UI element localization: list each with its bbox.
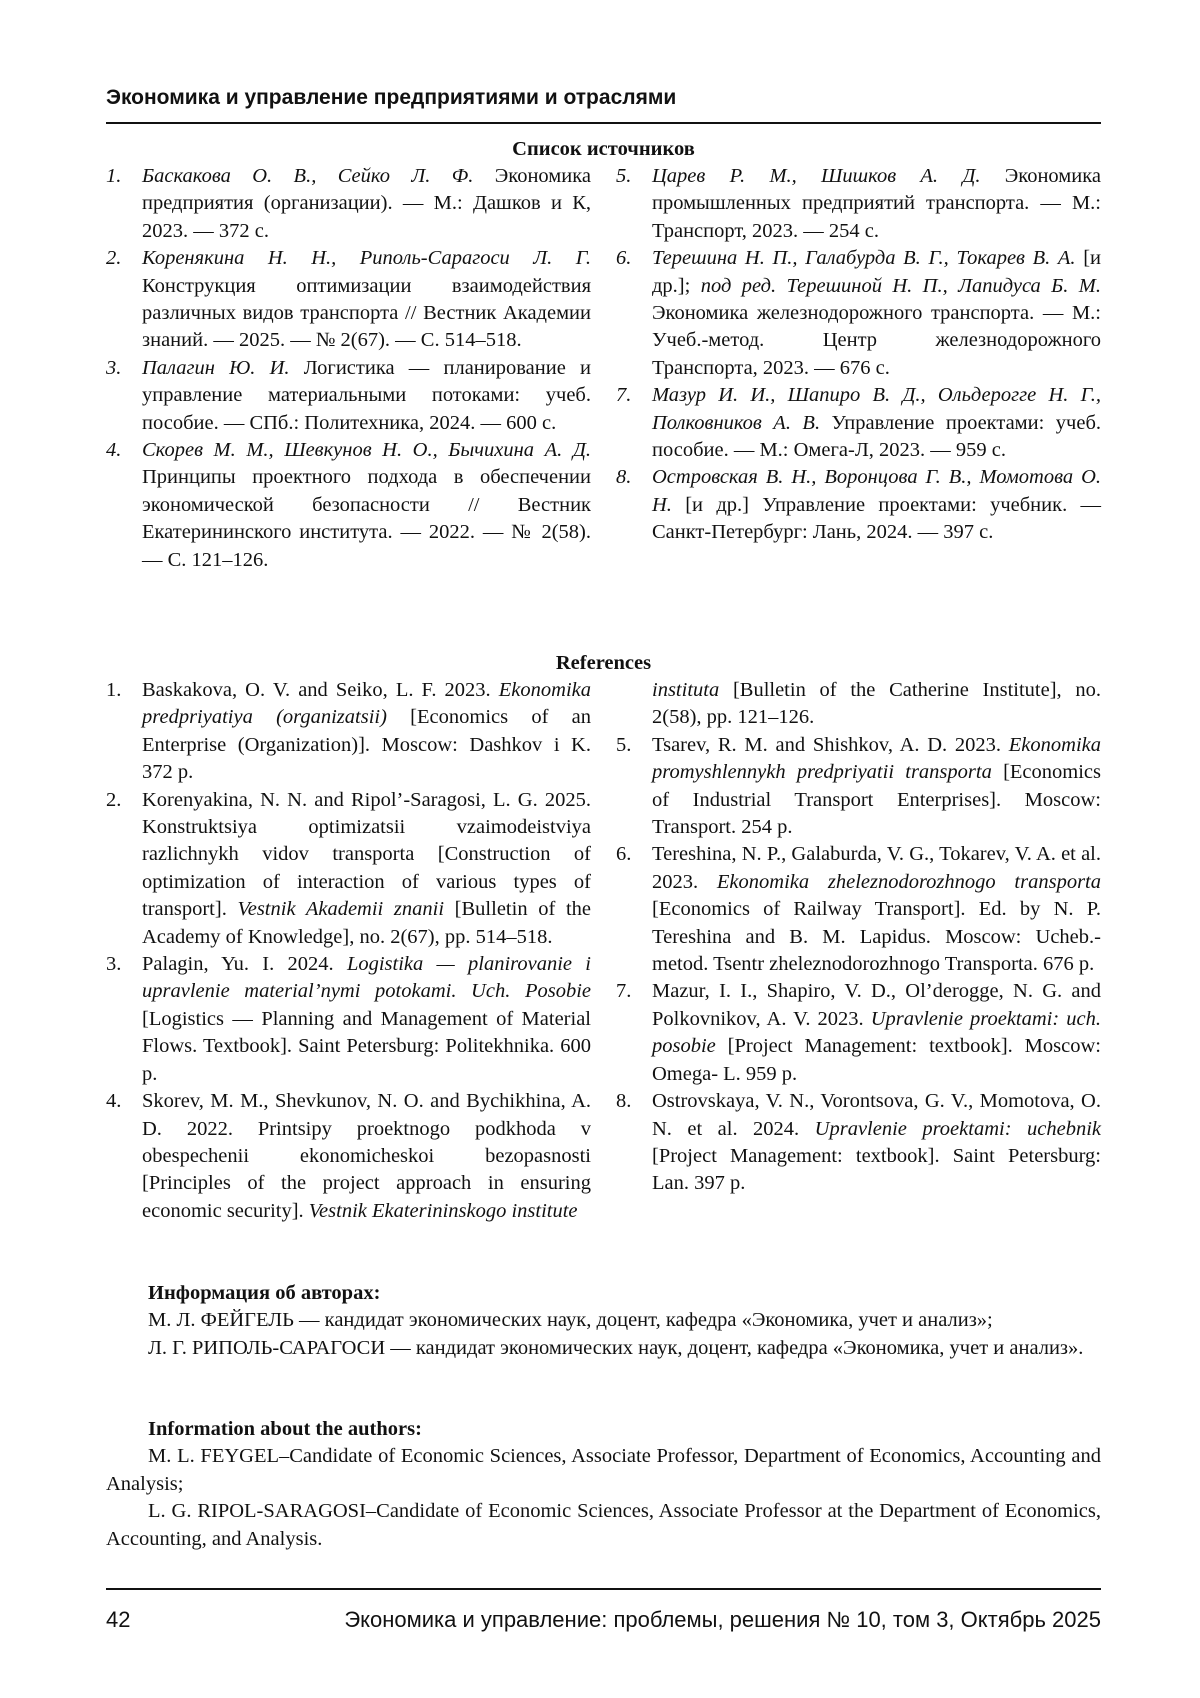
authors-ru-heading: Информация об авторах: bbox=[148, 1282, 381, 1304]
references-title: References bbox=[555, 652, 652, 674]
author-ru-1: М. Л. ФЕЙГЕЛЬ — кандидат экономических наук, доцент, кафедра «Экономика, учет и анализ»; bbox=[148, 1309, 993, 1332]
author-en-2: L. G. RIPOL-SARAGOSI–Candidate of Economic Sciences, Associate Professor at the Department of Economics, Accounting, and Analysis. bbox=[106, 1500, 1101, 1550]
reference-item: 4. Skorev, M. M., Shevkunov, N. O. and Bychikhina, A. D. 2022. Printsipy proektnogo podkhoda v obespechenii ekonomicheskoi bezopasnosti [Principles of the project approach in ensuring economic security]. Vestnik Ekaterininskogo institute bbox=[106, 1090, 591, 1222]
sources-columns bbox=[106, 163, 1101, 574]
authors-en-heading: Information about the authors: bbox=[148, 1418, 422, 1440]
reference-journal: Vestnik Ekaterininskogo institute bbox=[308, 1199, 578, 1222]
journal-issue: Экономика и управление: проблемы, решения № 10, том 3, Октябрь 2025 bbox=[344, 1607, 1101, 1632]
reference-item: 1. Baskakova, O. V. and Seiko, L. F. 2023. Ekonomika predpriyatiya (organizatsii) [Economics of an Enterprise (Organization)]. Moscow: Dashkov i K. 372 p. bbox=[106, 679, 592, 784]
author-ru-2: Л. Г. РИПОЛЬ-САРАГОСИ — кандидат экономических наук, доцент, кафедра «Экономика, учет и анализ». bbox=[148, 1336, 1084, 1359]
running-head: Экономика и управление предприятиями и отраслями bbox=[106, 84, 1101, 124]
references-left-column bbox=[106, 677, 591, 1225]
reference-item: 2. Korenyakina, N. N. and Ripol’-Saragosi, L. G. 2025. Konstruktsiya optimizatsii vzaimodeistviya razlichnykh vidov transporta [Construction of optimization of interaction of various types of transport]. Vestnik Akademii znanii [Bulletin of the Academy of Knowledge], no. 2(67), pp. 514–518. bbox=[106, 788, 591, 948]
page bbox=[106, 0, 1101, 1698]
source-item: 2. Коренякина Н. Н., Риполь-Сарагоси Л. Г. Конструкция оптимизации взаимодействия различных видов транспорта // Вестник Академии знаний. — 2025. — № 2(67). — С. 514–518. bbox=[106, 247, 591, 352]
source-item: 1. Баскакова О. В., Сейко Л. Ф. Экономика предприятия (организации). — М.: Дашков и К, 2023. — 372 с. bbox=[106, 165, 591, 242]
source-item: 3. Палагин Ю. И. Логистика — планирование и управление материальными потоками: учеб. пособие. — СПб.: Политехника, 2024. — 600 с. bbox=[106, 356, 591, 434]
sources-left-column bbox=[106, 163, 591, 574]
reference-item: 8. Ostrovskaya, V. N., Vorontsova, G. V., Momotova, O. N. et al. 2024. Upravlenie proektami: uchebnik [Project Management: textbook]. Saint Petersburg: Lan. 397 p. bbox=[616, 1090, 1101, 1195]
page-number: 42 bbox=[106, 1607, 131, 1632]
source-item: 5. Царев Р. М., Шишков А. Д. Экономика промышленных предприятий транспорта. — М.: Транспорт, 2023. — 254 с. bbox=[616, 165, 1101, 242]
references-right-column bbox=[616, 677, 1101, 1225]
page-footer bbox=[106, 1588, 1101, 1636]
references-columns bbox=[106, 677, 1101, 1225]
authors-info-en bbox=[106, 1416, 1101, 1553]
reference-item: 6. Tereshina, N. P., Galaburda, V. G., Tokarev, V. A. et al. 2023. Ekonomika zheleznodorozhnogo transporta [Economics of Railway Transport]. Ed. by N. P. Tereshina and B. M. Lapidus. Moscow: Ucheb.-metod. Tsentr zheleznodorozhnogo Transporta. 676 p. bbox=[616, 843, 1101, 976]
reference-item: 5. Tsarev, R. M. and Shishkov, A. D. 2023. Ekonomika promyshlennykh predpriyatii transporta [Economics of Industrial Transport Enterprises]. Moscow: Transport. 254 p. bbox=[616, 733, 1102, 839]
sources-right-column bbox=[616, 163, 1101, 574]
author-en-1: M. L. FEYGEL–Candidate of Economic Sciences, Associate Professor, Department of Economics, Accounting and Analysis; bbox=[106, 1445, 1101, 1495]
reference-item: 3. Palagin, Yu. I. 2024. Logistika — planirovanie i upravlenie material’nymi potokami. Uch. Posobie [Logistics — Planning and Management of Material Flows. Textbook]. Saint Petersburg: Politekhnika. 600 p. bbox=[106, 953, 591, 1085]
source-item: 8. Островская В. Н., Воронцова Г. В., Момотова О. Н. [и др.] Управление проектами: учебник. — Санкт-Петербург: Лань, 2024. — 397 с. bbox=[616, 466, 1101, 544]
reference-item-continued: instituta [Bulletin of the Catherine Institute], no. 2(58), pp. 121–126. bbox=[652, 679, 1101, 729]
source-item: 7. Мазур И. И., Шапиро В. Д., Ольдерогге Н. Г., Полковников А. В. Управление проектами: учеб. пособие. — М.: Омега-Л, 2023. — 959 с. bbox=[616, 384, 1101, 462]
reference-item: 7. Mazur, I. I., Shapiro, V. D., Ol’derogge, N. G. and Polkovnikov, A. V. 2023. Upravlenie proektami: uch. posobie [Project Management: textbook]. Moscow: Omega- L. 959 p. bbox=[616, 980, 1101, 1085]
sources-title: Список источников bbox=[512, 138, 695, 160]
source-item: 4. Скорев М. М., Шевкунов Н. О., Бычихина А. Д. Принципы проектного подхода в обеспечении экономической безопасности // Вестник Екатерининского института. — 2022. — № 2(58). — С. 121–126. bbox=[106, 439, 591, 571]
authors-info-ru bbox=[106, 1280, 1101, 1362]
source-item: 6. Терешина Н. П., Галабурда В. Г., Токарев В. А. [и др.]; под ред. Терешиной Н. П., Лапидуса Б. М. Экономика железнодорожного транспорта. — М.: Учеб.-метод. Центр железнодорожного Транспорта, 2023. — 676 с. bbox=[616, 247, 1101, 379]
